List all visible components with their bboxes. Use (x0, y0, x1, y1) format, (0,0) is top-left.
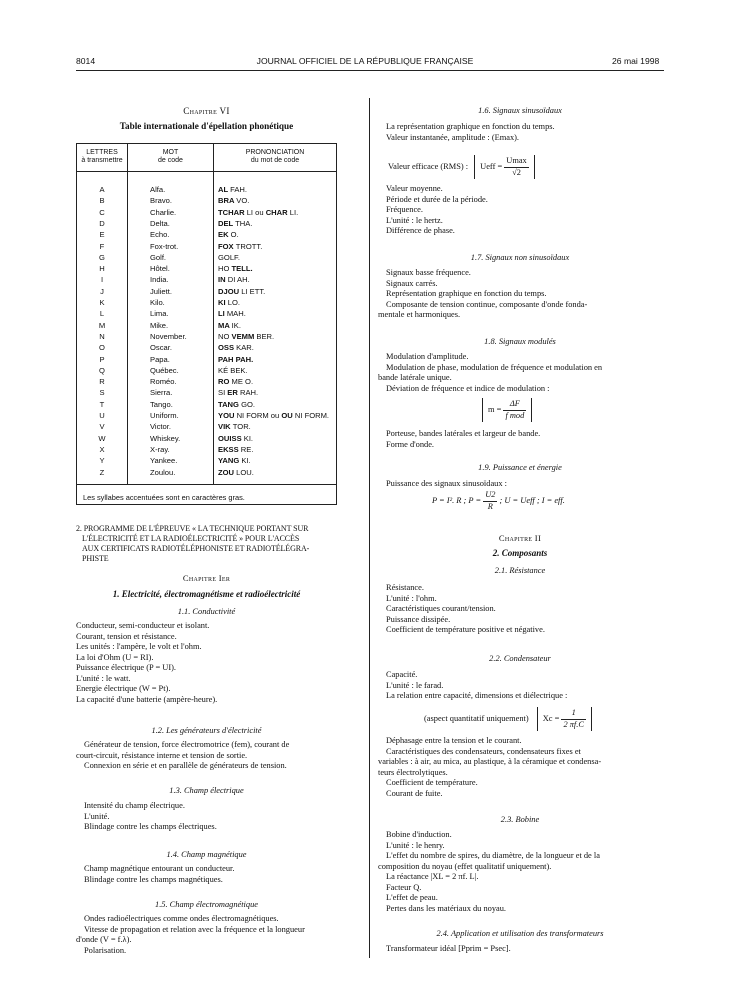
row-pronunciation: KI LO. (218, 298, 240, 307)
section-2-1-body: Résistance. L'unité : l'ohm. Caractéristiques courant/tension. Puissance dissipée. Coefficient de température positive et négative. (386, 583, 545, 634)
row-code-word: Papa. (150, 354, 170, 364)
programme-heading: 2. PROGRAMME DE L'ÉPREUVE « LA TECHNIQUE PORTANT SUR L'ÉLECTRICITÉ ET LA RADIOÉLECTRICITÉ » POUR L'ACCÈS AUX CERTIFICATS RADIOTÉLÉPHONISTE ET RADIOTÉLÉGRA- PHISTE (76, 524, 310, 563)
row-code-word: Yankee. (150, 456, 178, 466)
section-1-8-body-b: Porteuse, bandes latérales et largeur de bande. Forme d'onde. (386, 429, 541, 449)
row-code-word: Charlie. (150, 207, 177, 217)
table-row (77, 321, 336, 332)
table-row (77, 343, 336, 354)
row-letter: V (99, 422, 105, 432)
table-row (77, 366, 336, 377)
row-code-word: November. (150, 331, 187, 341)
row-code-word: Juliett. (150, 286, 172, 296)
row-pronunciation: IN DI AH. (218, 275, 250, 285)
row-pronunciation: YANG KI. (218, 456, 251, 466)
table-row (77, 355, 336, 366)
row-code-word: Kilo. (150, 298, 165, 307)
row-pronunciation: PAH PAH. (218, 354, 254, 364)
row-letter: O (99, 343, 105, 353)
row-code-word: Sierra. (150, 388, 173, 398)
section-1-7-title: 1.7. Signaux non sinusoïdaux (470, 253, 570, 262)
row-pronunciation: SI ER RAH. (218, 388, 259, 398)
journal-title: JOURNAL OFFICIEL DE LA RÉPUBLIQUE FRANÇAISE (256, 56, 474, 66)
page-number: 8014 (76, 56, 96, 66)
row-letter: E (99, 230, 105, 240)
row-pronunciation: LI MAH. (218, 309, 246, 319)
phonetic-alphabet-table (76, 143, 337, 505)
row-letter: U (99, 411, 105, 420)
table-footnote: Les syllabes accentuées sont en caractères gras. (83, 493, 245, 502)
section-2-1-title: 2.1. Résistance (494, 566, 546, 575)
section-1-6-title: 1.6. Signaux sinusoïdaux (478, 106, 562, 115)
issue-date: 26 mai 1998 (612, 56, 660, 66)
row-letter: J (100, 286, 104, 296)
row-letter: L (99, 309, 105, 319)
row-code-word: Golf. (150, 252, 167, 262)
section-1-6-body-a: La représentation graphique en fonction du temps. Valeur instantanée, amplitude : (Emax). (386, 122, 555, 142)
table-row (77, 468, 336, 479)
row-pronunciation: ZOU LOU. (218, 467, 254, 477)
row-code-word: Lima. (150, 309, 169, 319)
row-code-word: Tango. (150, 399, 173, 409)
row-code-word: Québec. (150, 365, 179, 375)
table-row (77, 287, 336, 298)
section-2-2-body-a: Capacité. L'unité : le farad. La relation entre capacité, dimensions et diélectrique : (386, 670, 568, 700)
section-2-2-title: 2.2. Condensateur (489, 654, 551, 663)
capacitive-reactance-formula: (aspect quantitatif uniquement) Xc = $\frac{1}{2 \pi f.C}$ (424, 707, 592, 731)
row-pronunciation: MA IK. (218, 320, 241, 330)
section-2-4-title: 2.4. Application et utilisation des transformateurs (436, 929, 604, 938)
row-letter: G (99, 252, 105, 262)
table-header-rule (77, 171, 336, 172)
table-row (77, 332, 336, 343)
section-1-1-title: 1.1. Conductivité (177, 607, 236, 616)
chapter-vi-heading: Chapitre VI (183, 106, 230, 116)
row-code-word: Fox-trot. (150, 241, 179, 251)
table-row (77, 388, 336, 399)
section-1-8-title: 1.8. Signaux modulés (484, 337, 556, 346)
table-row (77, 377, 336, 388)
section-1-6-body-b: Valeur moyenne. Période et durée de la période. Fréquence. L'unité : le hertz. Différence de phase. (386, 184, 488, 235)
section-2-2-body-b: Déphasage entre la tension et le courant. Caractéristiques des condensateurs, condensateurs fixes et variables : à air, au mica, au plastique, à la céramique et condensa- teurs électrolytiques. Coefficient de température. Courant de fuite. (378, 736, 602, 798)
row-pronunciation: KÉ BEK. (218, 365, 248, 375)
section-2-3-body: Bobine d'induction. L'unité : le henry. L'effet du nombre de spires, du diamètre, de la longueur et de la composition du noyau (effet qualitatif uniquement). La réactance |XL = 2 πf. L|. Facteur Q. L'effet de peau. Pertes dans les matériaux du noyau. (378, 830, 600, 913)
section-1-9-title: 1.9. Puissance et énergie (478, 463, 562, 472)
table-title: Table internationale d'épellation phonétique (119, 121, 294, 131)
section-1-5-title: 1.5. Champ électromagnétique (155, 900, 258, 909)
row-code-word: Delta. (150, 218, 170, 228)
table-row (77, 208, 336, 219)
section-1-2-title: 1.2. Les générateurs d'électricité (151, 726, 262, 735)
row-letter: Z (99, 467, 105, 477)
table-row (77, 253, 336, 264)
row-pronunciation: FOX TROTT. (218, 241, 263, 251)
row-code-word: Echo. (150, 230, 170, 240)
table-row (77, 411, 336, 422)
table-row (77, 400, 336, 411)
section-1-4-body: Champ magnétique entourant un conducteur. Blindage contre les champs magnétiques. (84, 864, 235, 884)
row-letter: C (99, 207, 105, 217)
row-code-word: Zoulou. (150, 467, 176, 477)
table-row (77, 185, 336, 196)
row-pronunciation: HO TELL. (218, 264, 253, 274)
row-letter: B (99, 196, 105, 206)
power-formula: P = I². R ; P = $\frac{U2}{R}$ ; U = Ueff ; I = eff. (432, 490, 565, 511)
row-code-word: India. (150, 275, 169, 285)
table-row (77, 422, 336, 433)
row-pronunciation: TCHAR LI ou CHAR LI. (218, 207, 299, 217)
row-code-word: Roméo. (150, 377, 177, 387)
section-2-3-title: 2.3. Bobine (500, 815, 540, 824)
modulation-index-formula: m = ΔF f mod (482, 398, 532, 422)
row-letter: R (99, 377, 105, 387)
row-pronunciation: EK O. (218, 230, 239, 240)
row-pronunciation: RO ME O. (218, 377, 254, 387)
row-code-word: Oscar. (150, 343, 172, 353)
section-1-4-title: 1.4. Champ magnétique (166, 850, 247, 859)
row-letter: D (99, 218, 105, 228)
table-row (77, 264, 336, 275)
col-header-letters: LETTRES à transmettre (81, 149, 123, 165)
row-pronunciation: GOLF. (218, 252, 240, 262)
table-row (77, 456, 336, 467)
column-divider (369, 98, 370, 958)
header-rule (76, 70, 664, 71)
col-header-code-word: MOT de code (158, 149, 183, 165)
row-letter: Y (99, 456, 105, 466)
row-letter: W (98, 433, 106, 443)
row-pronunciation: NO VEMM BER. (218, 331, 275, 341)
row-code-word: Hôtel. (150, 264, 170, 274)
row-code-word: Alfa. (150, 185, 166, 194)
section-2-title: 2. Composants (492, 548, 548, 558)
row-letter: M (98, 320, 106, 330)
row-pronunciation: DJOU LI ETT. (218, 286, 266, 296)
row-letter: P (99, 354, 105, 364)
section-1-3-title: 1.3. Champ électrique (169, 786, 244, 795)
row-pronunciation: AL FAH. (218, 185, 247, 194)
chapter-i-heading: Chapitre Ier (182, 573, 231, 583)
col-header-pronunciation: PRONONCIATION du mot de code (245, 149, 305, 165)
row-code-word: Whiskey. (150, 433, 181, 443)
section-2-4-body: Transformateur idéal [Pprim = Psec]. (386, 944, 511, 953)
row-pronunciation: EKSS RE. (218, 444, 254, 454)
table-row (77, 434, 336, 445)
section-1-9-body: Puissance des signaux sinusoïdaux : (386, 479, 507, 488)
row-letter: A (99, 185, 105, 194)
table-row (77, 242, 336, 253)
row-code-word: Uniform. (150, 411, 179, 420)
table-row (77, 219, 336, 230)
table-row (77, 309, 336, 320)
table-row (77, 196, 336, 207)
section-1-1-body: Conducteur, semi-conducteur et isolant. Courant, tension et résistance. Les unités : l'ampère, le volt et l'ohm. La loi d'Ohm (U = RI). Puissance électrique (P = UI). L'unité : le watt. Energie électrique (W = Pt). La capacité d'une batterie (ampère-heure). (76, 621, 218, 704)
row-pronunciation: BRA VO. (218, 196, 250, 206)
chapter-ii-heading: Chapitre II (498, 533, 542, 543)
row-pronunciation: TANG GO. (218, 399, 255, 409)
row-code-word: X-ray. (150, 444, 170, 454)
row-letter: S (99, 388, 105, 398)
row-letter: F (99, 241, 105, 251)
row-code-word: Bravo. (150, 196, 172, 206)
table-row (77, 445, 336, 456)
rms-formula: Valeur efficace (RMS) : Ueff = Umax √2 (388, 155, 535, 179)
row-pronunciation: OUISS KI. (218, 433, 254, 443)
table-row (77, 275, 336, 286)
section-1-2-body: Générateur de tension, force électromotrice (fem), courant de court-circuit, résistance interne et tension de sortie. Connexion en série et en parallèle de générateurs de tension. (76, 740, 290, 770)
section-1-8-body-a: Modulation d'amplitude. Modulation de phase, modulation de fréquence et modulation en bande latérale unique. Déviation de fréquence et indice de modulation : (378, 352, 603, 393)
row-pronunciation: OSS KAR. (218, 343, 254, 353)
table-row (77, 230, 336, 241)
row-letter: N (99, 331, 105, 341)
section-1-5-body: Ondes radioélectriques comme ondes électromagnétiques. Vitesse de propagation et relation avec la fréquence et la longueur d'onde (V = f.λ). Polarisation. (76, 914, 305, 955)
table-footer-rule (77, 484, 336, 485)
section-1-7-body: Signaux basse fréquence. Signaux carrés. Représentation graphique en fonction du temps. Composante de tension continue, composante d'onde fonda- mentale et harmoniques. (378, 268, 588, 319)
row-pronunciation: YOU NI FORM ou OU NI FORM. (218, 411, 330, 420)
row-letter: H (99, 264, 105, 274)
row-letter: I (100, 275, 104, 285)
row-letter: T (99, 399, 105, 409)
row-code-word: Mike. (150, 320, 169, 330)
section-1-title: 1. Electricité, électromagnétisme et radioélectricité (112, 589, 301, 599)
table-row (77, 298, 336, 309)
row-letter: X (99, 444, 105, 454)
row-letter: K (99, 298, 105, 307)
row-letter: Q (99, 365, 105, 375)
section-1-3-body: Intensité du champ électrique. L'unité. Blindage contre les champs électriques. (84, 801, 217, 831)
row-code-word: Victor. (150, 422, 171, 432)
row-pronunciation: VIK TOR. (218, 422, 251, 432)
row-pronunciation: DEL THA. (218, 218, 253, 228)
